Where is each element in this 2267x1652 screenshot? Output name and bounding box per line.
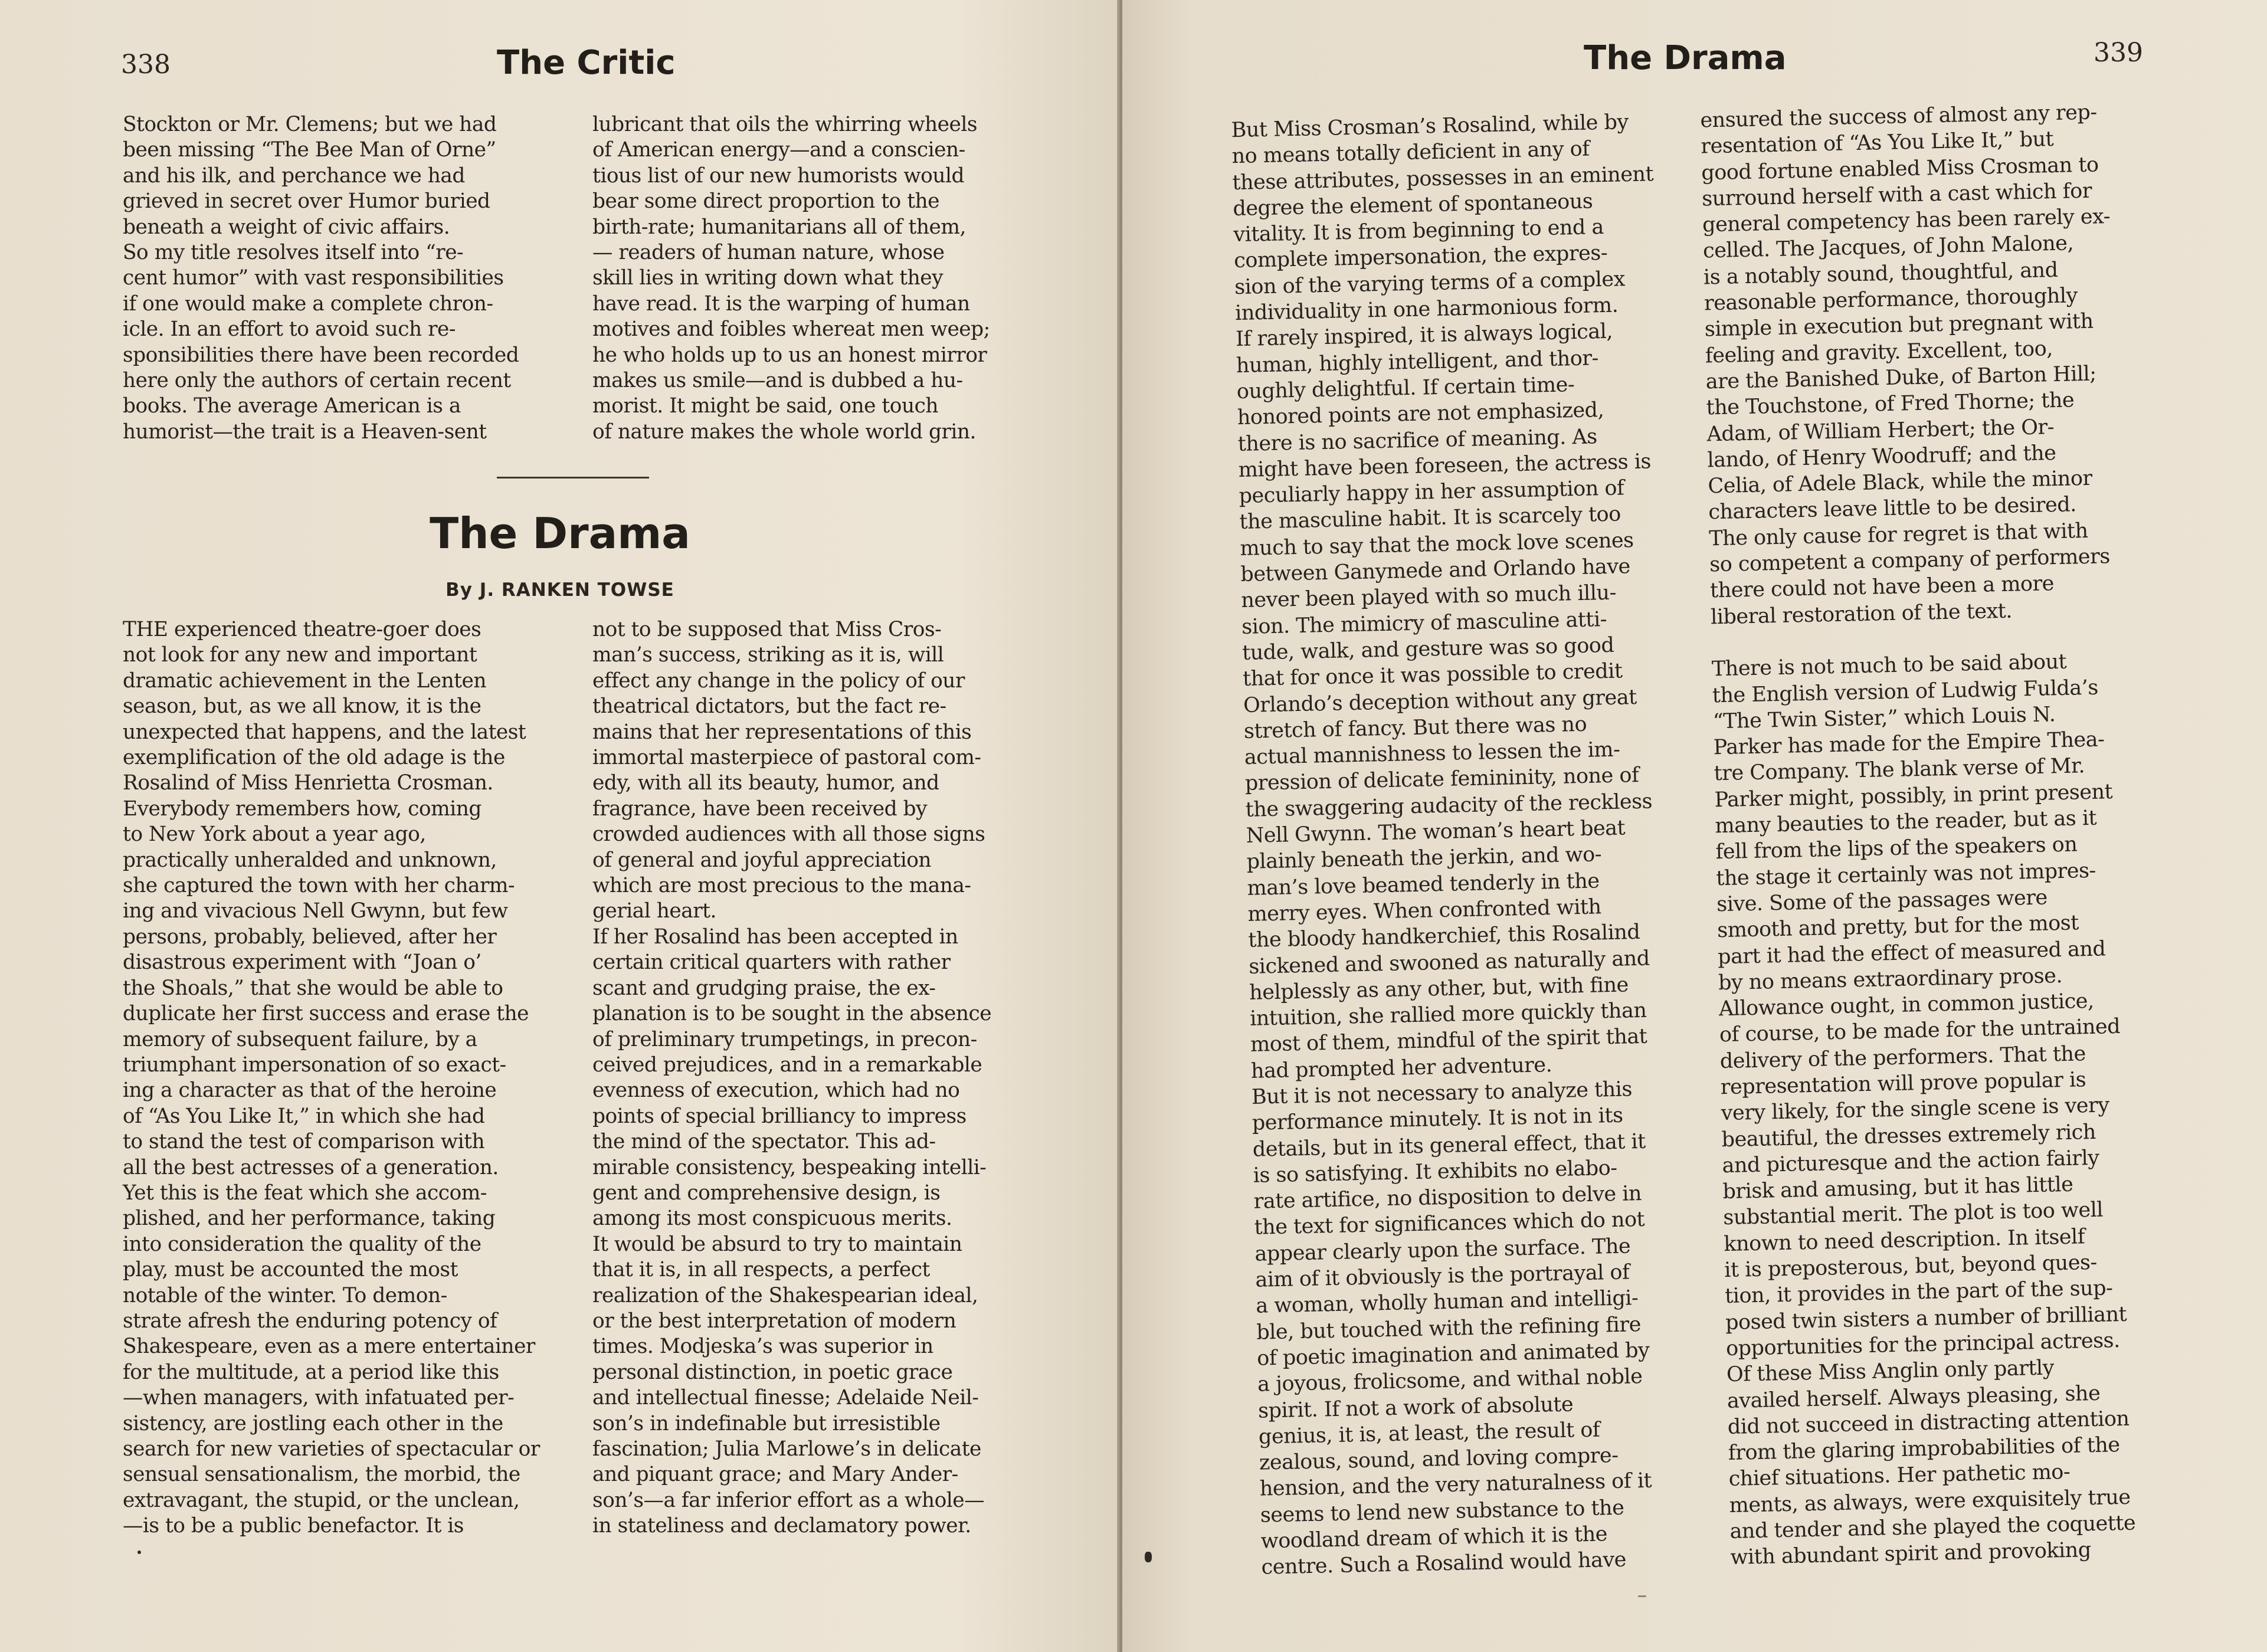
skewed-text-block [1122,0,2267,1651]
article-column-1 [123,617,562,1539]
right-page [1122,0,2267,1652]
article-column-2 [592,617,1032,1539]
section-title: The Drama [430,509,690,558]
article-text-3: But Miss Crosman’s Rosalind, while by no means totally deficient in any of these attributes, possesses in an eminent degree the element of spontaneous vitality. It is from beginning to end a complete impersonation, the expres- sion of the varying terms of a complex individuality in one harmonious form. If rarely inspired, it is always logical, human, highly intelligent, and thor- oughly delightful. If certain time- honored points are not emphasized, there is no sacrifice of meaning. As might have been foreseen, the actress is peculiarly happy in her assumption of the masculine habit. It is scarcely too much to say that the mock love scenes between Ganymede and Orlando have never been played with so much illu- sion. The mimicry of masculine atti- tude, walk, and gesture was so good that for once it was possible to credit Orlando’s deception without any great stretch of fancy. But there was no actual mannishness to lessen the im- pression of delicate femininity, none of the swaggering audacity of the reckless Nell Gwynn. The woman’s heart beat plainly beneath the jerkin, and wo- man’s love beamed tenderly in the merry eyes. When confronted with the bloody handkerchief, this Rosalind sickened and swooned as naturally and helplessly as any other, but, with fine intuition, she rallied more quickly than most of them, mindful of the spirit that had prompted her adventure. But it is not necessary to analyze this performance minutely. It is not in its details, but in its general effect, that it is so satisfying. It exhibits no elabo- rate artifice, no disposition to delve in the text for significances which do not appear clearly upon the surface. The aim of it obviously is the portrayal of a woman, wholly human and intelligi- ble, but touched with the refining fire of poetic imagination and animated by a joyous, frolicsome, and withal noble spirit. If not a work of absolute genius, it is, at least, the result of zealous, sound, and loving compre- hension, and the very naturalness of it seems to lend new substance to the woodland dream of which it is the centre. Such a Rosalind would have [1231,110,1654,1579]
article-text-4: ensured the success of almost any rep- resentation of “As You Like It,” but good fortune enabled Miss Crosman to surround herself with a cast which for general competency has been rarely ex- celled. The Jacques, of John Malone, is a notably sound, thoughtful, and reasonable performance, thoroughly simple in execution but pregnant with feeling and gravity. Excellent, too, are the Banished Duke, of Barton Hill; the Touchstone, of Fred Thorne; the Adam, of William Herbert; the Or- lando, of Henry Woodruff; and the Celia, of Adele Black, while the minor characters leave little to be desired. The only cause for regret is that with so competent a company of performers there could not have been a more liberal restoration of the text. There is not much to be said about the English version of Ludwig Fulda’s “The Twin Sister,” which Louis N. Parker has made for the Empire Thea- tre Company. The blank verse of Mr. Parker might, possibly, in print present many beauties to the reader, but as it fell from the lips of the speakers on the stage it certainly was not impres- sive. Some of the passages were smooth and pretty, but for the most part it had the effect of measured and by no means extraordinary prose. Allowance ought, in common justice, of course, to be made for the untrained delivery of the performers. That the representation will prove popular is very likely, for the single scene is very beautiful, the dresses extremely rich and picturesque and the action fairly brisk and amusing, but it has little substantial merit. The plot is too well known to need description. In itself it is preposterous, but, beyond ques- tion, it provides in the part of the sup- posed twin sisters a number of brilliant opportunities for the principal actress. Of these Miss Anglin only partly availed herself. Always pleasing, she did not succeed in distracting attention from the glaring improbabilities of the chief situations. Her pathetic mo- ments, as always, were exquisitely true and tender and she played the coquette with abundant spirit and provoking [1700,100,2136,1570]
article-column-4 [1700,98,2197,1571]
page-number: 339 [2094,38,2143,68]
left-page [0,0,1120,1652]
ink-speck [137,1551,141,1554]
essay-end-text-2: lubricant that oils the whirring wheels of American energy—and a conscien- tious list of our new humorists would bear some direct proportion to the birth-rate; humanitarians all of them, — readers of human nature, whose skill lies in writing down what they have read. It is the warping of human motives and foibles whereat men weep; he who holds up to us an honest mirror makes us smile—and is dubbed a hu- morist. It might be said, one touch of nature makes the whole world grin. [592,113,990,444]
ink-speck [1638,1595,1646,1597]
binding-mark [1145,1552,1152,1562]
essay-end-column-2 [592,112,1032,445]
article-text-1: THE experienced theatre-goer does not look for any new and important dramatic achievement in the Lenten season, but, as we all know, it is the unexpected that happens, and the latest exemplification of the old adage is the Rosalind of Miss Henrietta Crosman. Everybody remembers how, coming to New York about a year ago, practically unheralded and unknown, she captured the town with her charm- ing and vivacious Nell Gwynn, but few persons, probably, believed, after her disastrous experiment with “Joan o’ the Shoals,” that she would be able to duplicate her first success and erase the memory of subsequent failure, by a triumphant impersonation of so exact- ing a character as that of the heroine of “As You Like It,” in which she had to stand the test of comparison with all the best actresses of a generation. Yet this is the feat which she accom- plished, and her performance, taking into consideration the quality of the play, must be accounted the most notable of the winter. To demon- strate afresh the enduring potency of Shakespeare, even as a mere entertainer for the multitude, at a period like this —when managers, with infatuated per- sistency, are jostling each other in the search for new varieties of spectacular or sensual sensationalism, the morbid, the extravagant, the stupid, or the unclean, —is to be a public benefactor. It is [123,618,540,1538]
page-number: 338 [121,50,171,80]
running-head: The Critic [497,44,676,82]
byline: By J. RANKEN TOWSE [445,579,674,601]
essay-end-text-1: Stockton or Mr. Clemens; but we had been missing “The Bee Man of Orne” and his ilk, and perchance we had grieved in secret over Humor buried beneath a weight of civic affairs. So my title resolves itself into “re- cent humor” with vast responsibilities if one would make a complete chron- icle. In an effort to avoid such re- sponsibilities there have been recorded here only the authors of certain recent books. The average American is a humorist—the trait is a Heaven-sent [123,113,519,444]
essay-end-column-1 [123,112,562,445]
article-text-2: not to be supposed that Miss Cros- man’s success, striking as it is, will effect any change in the policy of our theatrical dictators, but the fact re- mains that her representations of this immortal masterpiece of pastoral com- edy, with all its beauty, humor, and fragrance, have been received by crowded audiences with all those signs of general and joyful appreciation which are most precious to the mana- gerial heart. If her Rosalind has been accepted in certain critical quarters with rather scant and grudging praise, the ex- planation is to be sought in the absence of preliminary trumpetings, in precon- ceived prejudices, and in a remarkable evenness of execution, which had no points of special brilliancy to impress the mind of the spectator. This ad- mirable consistency, bespeaking intelli- gent and comprehensive design, is among its most conspicuous merits. It would be absurd to try to maintain that it is, in all respects, a perfect realization of the Shakespearian ideal, or the best interpretation of modern times. Modjeska’s was superior in personal distinction, in poetic grace and intellectual finesse; Adelaide Neil- son’s in indefinable but irresistible fascination; Julia Marlowe’s in delicate and piquant grace; and Mary Ander- son’s—a far inferior effort as a whole— in stateliness and declamatory power. [592,618,992,1538]
article-column-3 [1231,108,1728,1581]
running-head: The Drama [1584,39,1787,77]
section-divider [497,477,649,478]
